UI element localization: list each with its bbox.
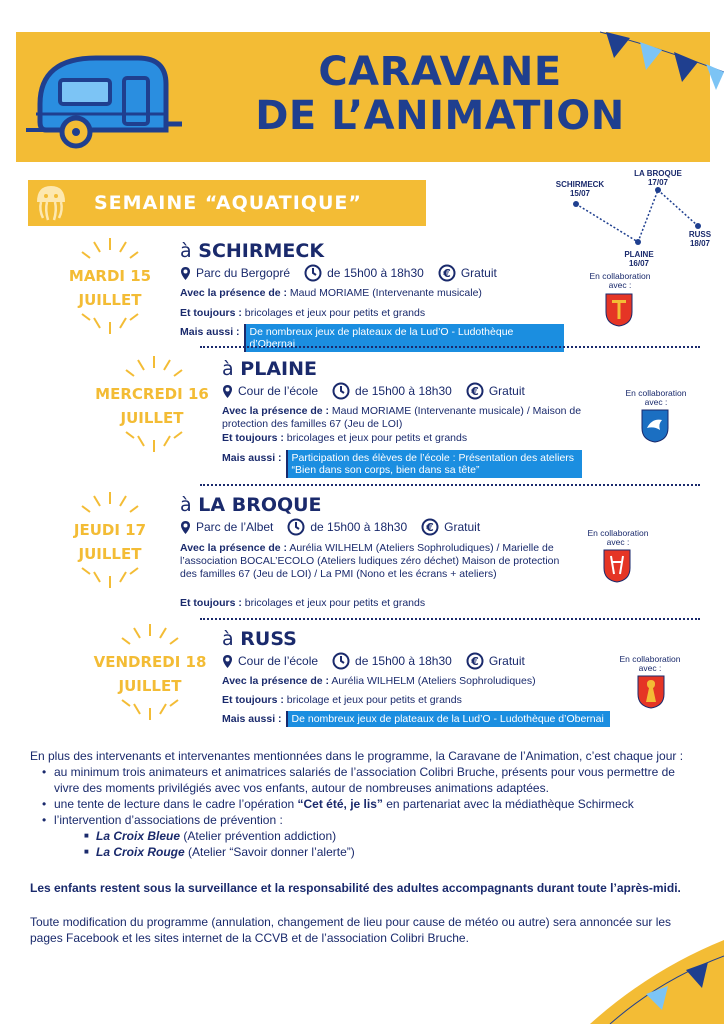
event-date-2: MERCREDI 16 JUILLET xyxy=(95,385,209,427)
week-title: SEMAINE “AQUATIQUE” xyxy=(94,192,362,214)
event-date-1: MARDI 15 JUILLET xyxy=(68,267,152,309)
euro-icon xyxy=(466,382,484,400)
event-town-3: à LA BROQUE xyxy=(180,494,322,516)
euro-icon xyxy=(421,518,439,536)
event-info-1: Parc du Bergopré de 15h00 à 18h30 € Gratuit xyxy=(180,264,511,282)
separator xyxy=(200,484,700,486)
event-presence-4: Avec la présence de : Aurélia WILHELM (Ateliers Sophroludiques) xyxy=(222,675,536,687)
event-town-2: à PLAINE xyxy=(222,358,317,380)
clock-icon xyxy=(332,382,350,400)
event-info-3: Parc de l’Albet de 15h00 à 18h30 € Gratuit xyxy=(180,518,494,536)
event-town-4: à RUSS xyxy=(222,628,297,650)
location-pin-icon xyxy=(222,384,233,399)
jellyfish-icon xyxy=(34,184,68,222)
collab-label-3: En collaboration avec : xyxy=(587,528,649,547)
location-pin-icon xyxy=(180,520,191,535)
event-toujours-1: Et toujours : bricolages et jeux pour petits et grands xyxy=(180,307,426,319)
event-presence-2: Avec la présence de : Maud MORIAME (Intervenante musicale) / Maison de protection des familles 67 (Jeu de LOI) xyxy=(222,405,582,430)
event-presence-1: Avec la présence de : Maud MORIAME (Intervenante musicale) xyxy=(180,287,482,299)
la-broque-crest-icon xyxy=(602,548,632,584)
location-pin-icon xyxy=(180,266,191,281)
collab-label-4: En collaboration avec : xyxy=(619,654,681,673)
euro-icon xyxy=(466,652,484,670)
event-info-2: Cour de l’école de 15h00 à 18h30 € Gratuit xyxy=(222,382,539,400)
location-pin-icon xyxy=(222,654,233,669)
schirmeck-crest-icon xyxy=(604,292,634,328)
footer-bullet-list xyxy=(40,764,698,828)
collab-label-2: En collaboration avec : xyxy=(625,388,687,407)
event-mais-2: Mais aussi : Participation des élèves de l’école : Présentation des ateliers “Bien dans son corps, bien dans sa tête” xyxy=(222,450,582,478)
separator xyxy=(200,346,700,348)
title-line-2: DE L’ANIMATION xyxy=(255,93,625,139)
map-stop-schirmeck: SCHIRMECK 15/07 xyxy=(555,180,605,198)
footer-bullet-3: • l’intervention d’associations de prévention : xyxy=(40,812,698,828)
sun-rays-icon xyxy=(116,354,192,454)
event-town-1: à SCHIRMECK xyxy=(180,240,325,262)
event-date-3: JEUDI 17 JUILLET xyxy=(73,521,147,563)
event-mais-1: Mais aussi : De nombreux jeux de plateaux de la Lud’O - Ludothèque d’Obernai xyxy=(180,324,564,352)
sun-rays-icon xyxy=(72,236,148,336)
bunting-decoration xyxy=(600,28,724,108)
event-toujours-2: Et toujours : bricolages et jeux pour petits et grands xyxy=(222,432,468,444)
footer-bullet-2: • une tente de lecture dans le cadre l’opération “Cet été, je lis” en partenariat avec la médiathèque Schirmeck xyxy=(40,796,698,812)
clock-icon xyxy=(332,652,350,670)
map-stop-plaine: PLAINE 16/07 xyxy=(624,250,654,268)
clock-icon xyxy=(304,264,322,282)
footer-sub-list xyxy=(82,828,698,860)
svg-text:€: € xyxy=(443,267,451,280)
euro-icon xyxy=(438,264,456,282)
event-info-4: Cour de l’école de 15h00 à 18h30 € Gratuit xyxy=(222,652,539,670)
footer-sub-1: ■ La Croix Bleue (Atelier prévention addiction) xyxy=(82,828,698,844)
plaine-crest-icon xyxy=(640,408,670,444)
map-stop-russ: RUSS 18/07 xyxy=(688,230,712,248)
clock-icon xyxy=(287,518,305,536)
caravan-icon xyxy=(26,44,186,152)
svg-text:€: € xyxy=(426,521,434,534)
sun-rays-icon xyxy=(72,490,148,590)
footer-info xyxy=(30,748,698,946)
bunting-decoration-bottom xyxy=(590,940,724,1024)
footer-notice: Toute modification du programme (annulation, changement de lieu pour cause de météo ou autre) sera annoncée sur les pages Facebook et les sites internet de la CCVB et de l’association Colibri Bruche. xyxy=(30,915,672,945)
event-date-4: VENDREDI 18 JUILLET xyxy=(93,653,207,695)
collab-label-1: En collaboration avec : xyxy=(589,271,651,290)
map-stop-la-broque: LA BROQUE 17/07 xyxy=(634,169,682,187)
event-toujours-3: Et toujours : bricolages et jeux pour petits et grands xyxy=(180,597,426,609)
svg-text:€: € xyxy=(470,655,479,668)
sun-rays-icon xyxy=(112,622,188,722)
russ-crest-icon xyxy=(636,674,666,710)
title-line-1: CARAVANE xyxy=(318,49,562,95)
event-mais-4: Mais aussi : De nombreux jeux de plateaux de la Lud’O - Ludothèque d’Obernai xyxy=(222,711,610,727)
event-toujours-4: Et toujours : bricolage et jeux pour petits et grands xyxy=(222,694,462,706)
separator xyxy=(200,618,700,620)
event-presence-3: Avec la présence de : Aurélia WILHELM (Ateliers Sophroludiques) / Marielle de l’association BOCAL’ECOLO (Ateliers ludiques zéro déchet) Maison de protection des familles 67 (Jeu de LOI) / La PMI (Nono et les écrans + ateliers) xyxy=(180,542,560,580)
footer-bullet-1: • au minimum trois animateurs et animatrices salariés de l’association Colibri Bruche, présents pour vous permettre de vivre des moments privilégiés avec vos enfants, autour de nombreuses animations adaptées. xyxy=(40,764,698,796)
footer-intro: En plus des intervenants et intervenantes mentionnées dans le programme, la Caravane de l’Animation, c’est chaque jour : xyxy=(30,749,684,763)
footer-warning: Les enfants restent sous la surveillance et la responsabilité des adultes accompagnants durant toute l’après-midi. xyxy=(30,881,681,895)
footer-sub-2: ■ La Croix Rouge (Atelier “Savoir donner l’alerte”) xyxy=(82,844,698,860)
svg-text:€: € xyxy=(470,385,479,398)
